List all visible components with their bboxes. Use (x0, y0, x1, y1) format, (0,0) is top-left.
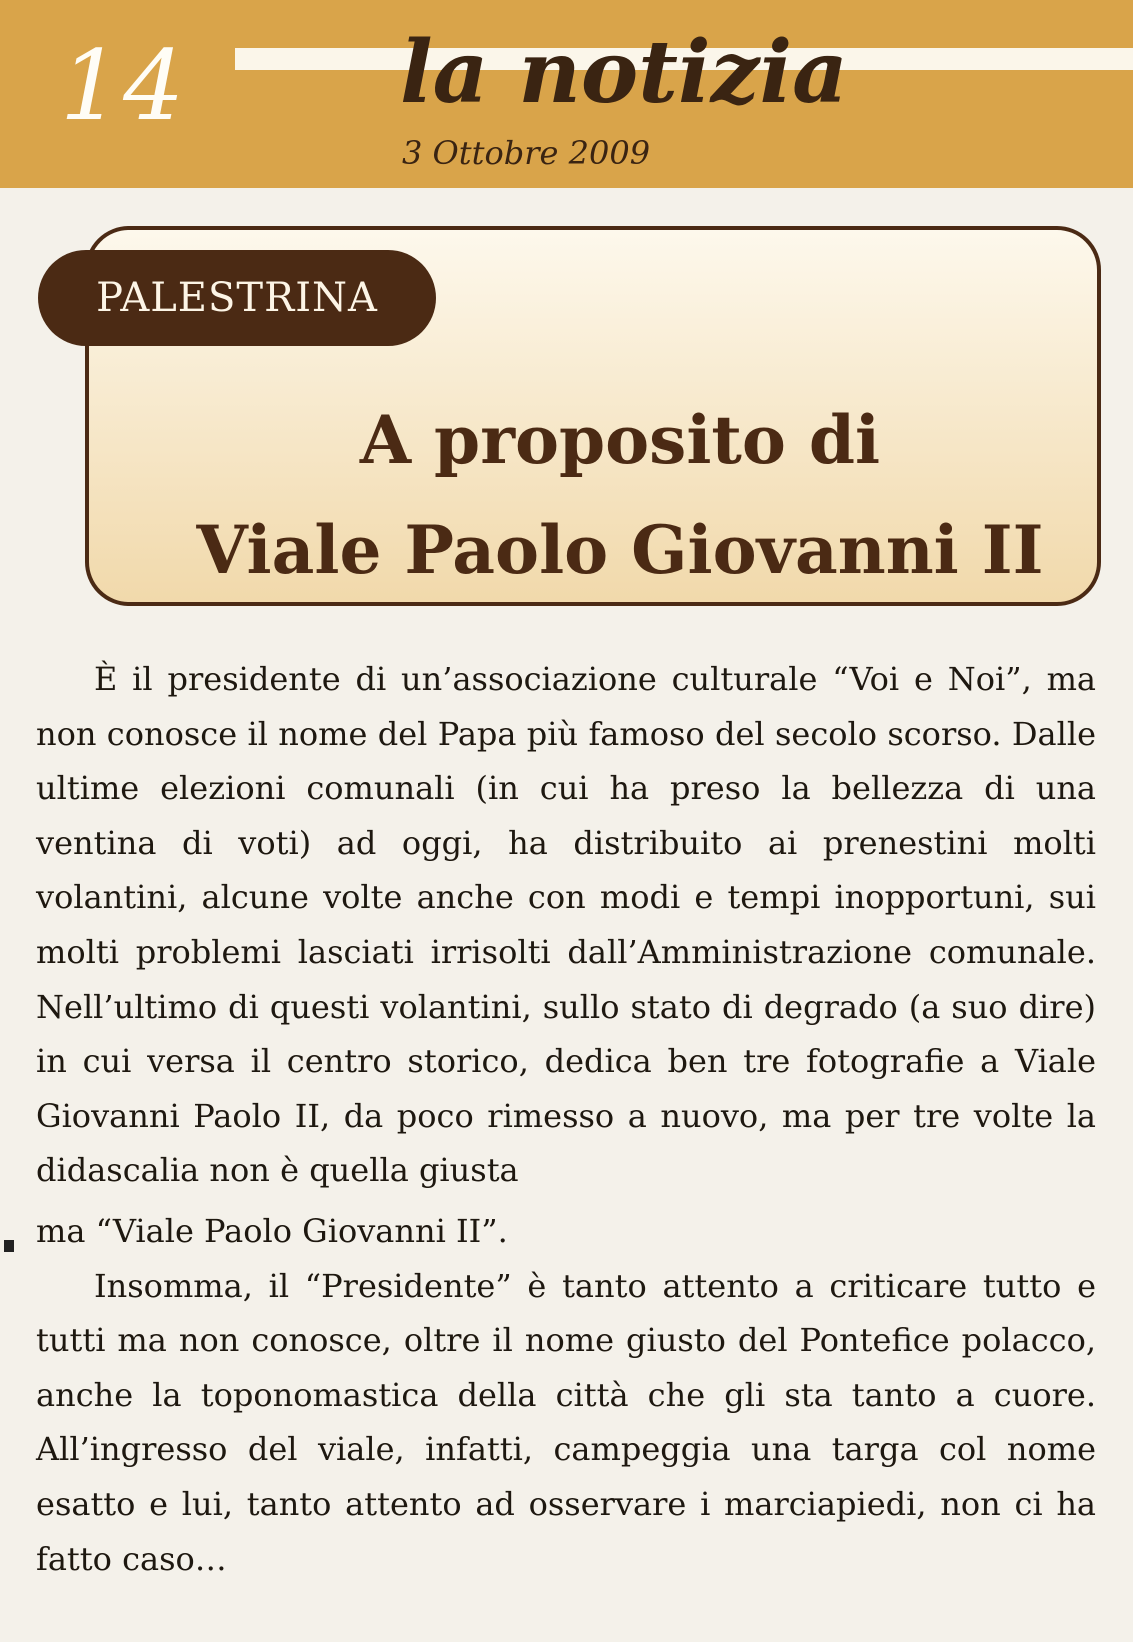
headline-line-1: A proposito di (359, 401, 881, 479)
section-label: PALESTRINA (96, 275, 378, 321)
margin-mark (4, 1240, 14, 1252)
masthead-title: la notizia (400, 22, 848, 123)
page-number: 14 (60, 30, 187, 142)
article-body (36, 652, 1096, 1586)
article-headline (150, 385, 1090, 605)
issue-date: 3 Ottobre 2009 (402, 134, 651, 172)
paragraph-1-tail: ma “Viale Paolo Giovanni II”. (36, 1211, 508, 1250)
section-badge (38, 250, 436, 346)
paragraph-1: È il presidente di un’associazione culturale “Voi e Noi”, ma non conosce il nome del Papa più famoso del secolo scorso. Dalle ultime elezioni comunali (in cui ha preso la bellezza di una ventina di voti) ad oggi, ha distribuito ai prenestini molti volantini, alcune volte anche con modi e tempi inopportuni, sui molti problemi lasciati irrisolti dall’Amministrazione comunale. Nell’ultimo di questi volantini, sullo stato di degrado (a suo dire) in cui versa il centro storico, dedica ben tre fotografie a Viale Giovanni Paolo II, da poco rimesso a nuovo, ma per tre volte la didascalia non è quella giusta (36, 660, 1096, 1190)
paragraph-2: Insomma, il “Presidente” è tanto attento a criticare tutto e tutti ma non conosce, oltre il nome giusto del Pontefice polacco, anche la toponomastica della città che gli sta tanto a cuore. All’ingresso del viale, infatti, campeggia una targa col nome esatto e lui, tanto attento ad osservare i marciapiedi, non ci ha fatto caso… (36, 1266, 1096, 1578)
headline-line-2: Viale Paolo Giovanni II (196, 511, 1044, 589)
page-header (0, 0, 1133, 188)
